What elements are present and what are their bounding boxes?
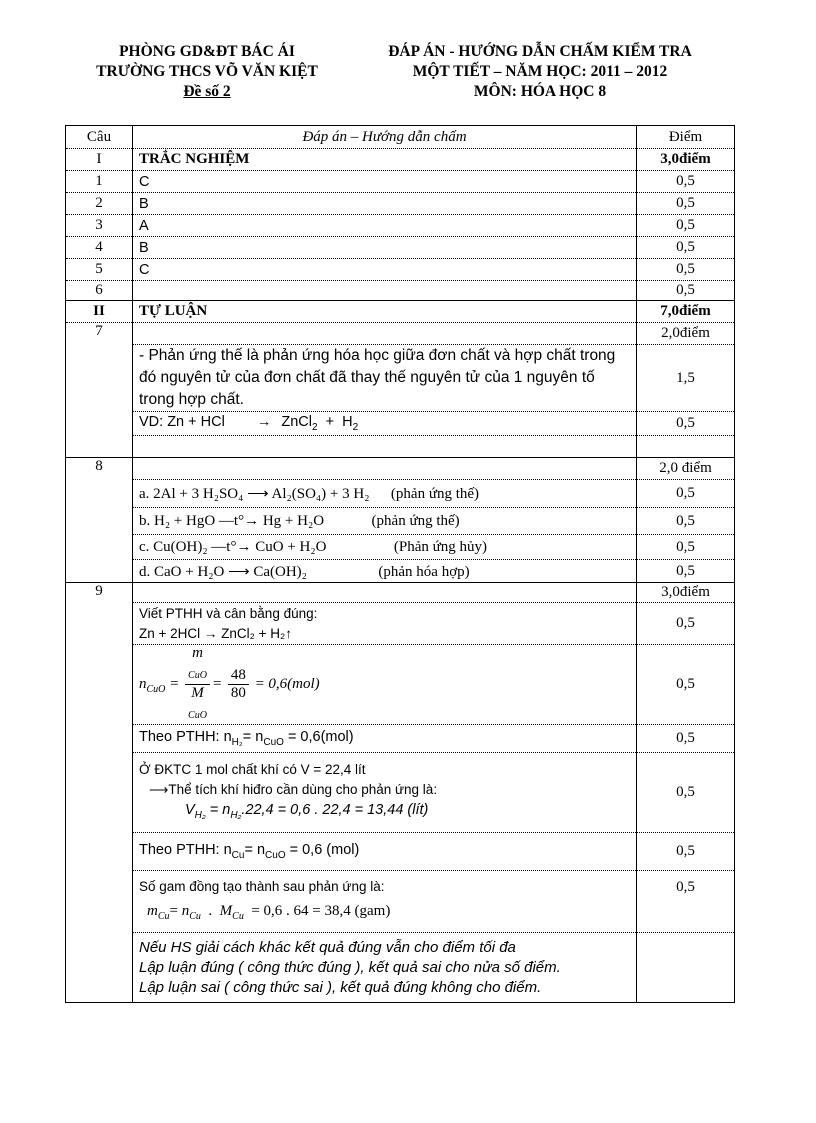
- reaction-c: c. Cu(OH)₂ —t°→ CuO + H₂O (Phản ứng hủy): [133, 535, 637, 560]
- question-num: 7: [66, 323, 133, 458]
- example-equation: VD: Zn + HCl → ZnCl$_2$ + $H_2$: [133, 412, 637, 436]
- section-num: I: [66, 149, 133, 171]
- section-title: TRẮC NGHIỆM: [133, 149, 637, 171]
- section-num: II: [66, 301, 133, 323]
- table-row: 5 C 0,5: [66, 259, 735, 281]
- reaction-b: b. H₂ + HgO —t°→ Hg + H₂O (phản ứng thế): [133, 508, 637, 535]
- subject: MÔN: HÓA HỌC 8: [473, 83, 607, 100]
- step-equation: Viết PTHH và cân bằng đúng: Zn + 2HCl → ZnCl₂ + H₂↑: [133, 603, 637, 645]
- step-mass-cu: Số gam đồng tạo thành sau phản ứng là: $m_{Cu}= n_{Cu}$ . $M_{Cu} = 0,6$ . 64 = 38,4 (gam): [133, 871, 637, 933]
- header-right: [362, 42, 718, 102]
- reaction-a: a. 2Al + 3 H₂SO₄ ⟶ Al₂(SO₄) + 3 H₂ (phản ứng thế): [133, 480, 637, 508]
- exam-version: Đề số 2: [183, 83, 231, 100]
- question-score: 2,0 điểm: [637, 458, 735, 480]
- question-score: 2,0điểm: [637, 323, 735, 345]
- section-title: TỰ LUẬN: [133, 301, 637, 323]
- table-row: 4 B 0,5: [66, 237, 735, 259]
- table-row: 1 C 0,5: [66, 171, 735, 193]
- header-left: [72, 42, 342, 102]
- grading-notes: Nếu HS giải cách khác kết quả đúng vẫn cho điểm tối đa Lập luận đúng ( công thức đúng ), kết quả sai cho nửa số điểm. Lập luận sai ( công thức sai ), kết quả đúng không cho điểm.: [133, 933, 637, 1003]
- question-num: 8: [66, 458, 133, 583]
- table-row: 6 0,5: [66, 281, 735, 301]
- table-row: 3 A 0,5: [66, 215, 735, 237]
- dept-name: PHÒNG GD&ĐT BÁC ÁI: [119, 43, 295, 60]
- col-header-score: Điểm: [637, 126, 735, 149]
- exam-year: MỘT TIẾT – NĂM HỌC: 2011 – 2012: [412, 63, 668, 80]
- answer-table: Câu Đáp án – Hướng dẫn chấm Điểm I TRẮC NGHIỆM 3,0điểm 1 C 0,5 2 B 0,5 3 A 0,5 4 B 0,5 5 C 0,5 6 0,5 II TỰ LUẬN 7,0điểm 7 2,0điểm - Phản ứng thế là phản ứng hóa học giữa đơn chất và hợp chất trong đó nguyên tử của đơn chất đã thay thế nguyên tử của 1 nguyên tố trong hợp chất. 1,5 VD: Zn + HCl → ZnCl$_2$ + $H_2$ 0,5 8 2,0 điểm a. 2Al + 3 H₂SO₄ ⟶ Al₂(SO₄) + 3 H₂ (phản ứng thế) 0,5 b. H₂ + HgO —t°→ Hg + H₂O (phản ứng thế) 0,5 c. Cu(OH)₂ —t°→ CuO + H₂O (Phản ứng hủy) 0,5 d. CaO + H₂O ⟶ Ca(OH)₂ (phản hóa hợp) 0,5 9 3,0điểm Viết PTHH và cân bằng đúng: Zn + 2HCl → ZnCl₂ + H₂↑ 0,5 $n_{CuO}$ = m $_{CuO}$ M $_{CuO}$ = $\frac{48}{80}$ = 0,6(mol) 0,5 Theo PTHH: $n_{H_2}= n_{CuO} = 0,6(mol)$ 0,5 Ở ĐKTC 1 mol chất khí có V = 22,4 lít ⟶Thể tích khí hiđro cần dùng cho phản ứng là: $V_{H_2} = n_{H_2}.22,4 = 0,6$ . 22,4 = 13,44 (lít) 0,5 Theo PTHH: $n_{Cu}= n_{CuO} = 0,6$ (mol) 0,5 Số gam đồng tạo thành sau phản ứng là: $m_{Cu}= n_{Cu}$ . $M_{Cu} = 0,6$ . 64 = 38,4 (gam) 0,5 Nếu HS giải cách khác kết quả đúng vẫn cho điểm tối đa Lập luận đúng ( công thức đúng ), kết quả sai cho nửa số điểm. Lập luận sai ( công thức sai ), kết quả đúng không cho điểm.: [65, 125, 735, 1003]
- doc-title: ĐÁP ÁN - HƯỚNG DẪN CHẤM KIỂM TRA: [388, 43, 692, 60]
- section-score: 3,0điểm: [637, 149, 735, 171]
- step-moles-cuo: $n_{CuO}$ = m $_{CuO}$ M $_{CuO}$ = $\frac{48}{80}$ = 0,6(mol): [133, 645, 637, 725]
- col-header-question: Câu: [66, 126, 133, 149]
- school-name: TRƯỜNG THCS VÕ VĂN KIỆT: [96, 63, 318, 80]
- step-moles-h2: Theo PTHH: $n_{H_2}= n_{CuO} = 0,6(mol)$: [133, 725, 637, 753]
- question-num: 9: [66, 583, 133, 1003]
- step-volume-h2: Ở ĐKTC 1 mol chất khí có V = 22,4 lít ⟶Thể tích khí hiđro cần dùng cho phản ứng là: $V_{H_2} = n_{H_2}.22,4 = 0,6$ . 22,4 = 13,44 (lít): [133, 753, 637, 833]
- section-score: 7,0điểm: [637, 301, 735, 323]
- reaction-d: d. CaO + H₂O ⟶ Ca(OH)₂ (phản hóa hợp): [133, 560, 637, 583]
- question-score: 3,0điểm: [637, 583, 735, 603]
- col-header-answer: Đáp án – Hướng dẫn chấm: [133, 126, 637, 149]
- step-moles-cu: Theo PTHH: $n_{Cu}= n_{CuO} = 0,6$ (mol): [133, 833, 637, 871]
- table-row: 2 B 0,5: [66, 193, 735, 215]
- definition-text: - Phản ứng thế là phản ứng hóa học giữa đơn chất và hợp chất trong đó nguyên tử của đơn chất đã thay thế nguyên tử của 1 nguyên tố trong hợp chất.: [133, 345, 637, 412]
